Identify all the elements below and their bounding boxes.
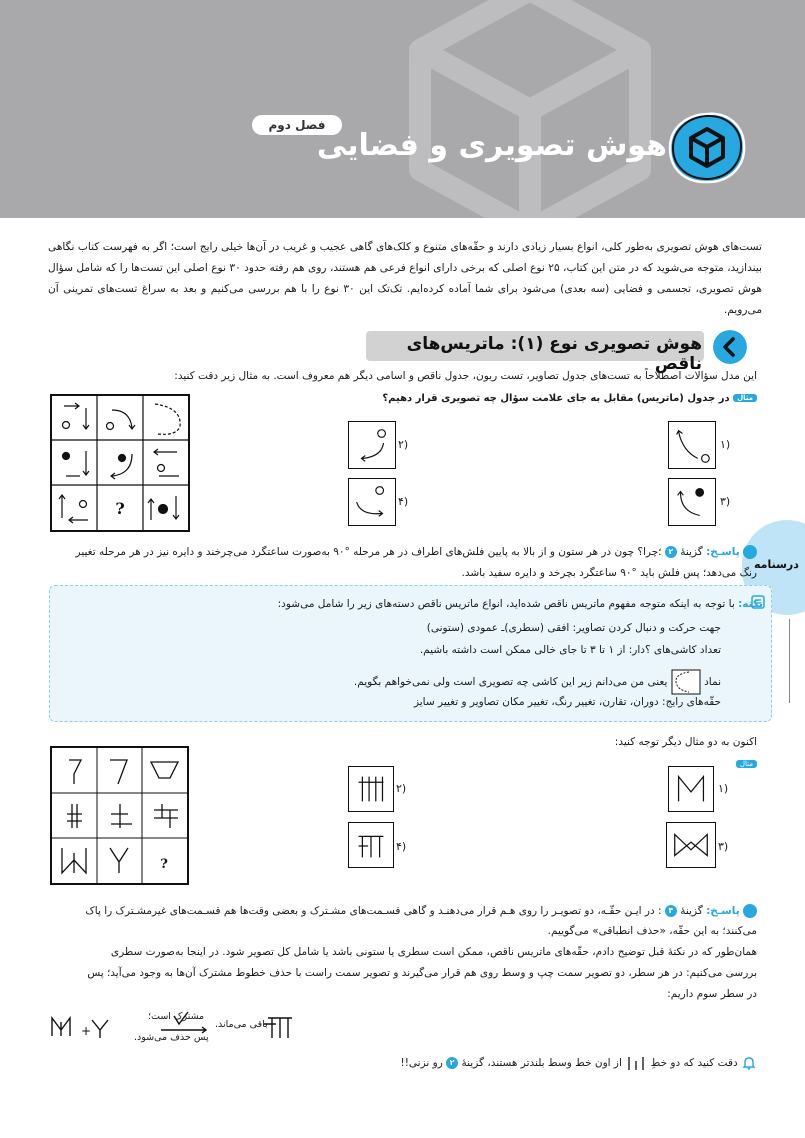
option-2-image[interactable] bbox=[348, 421, 396, 469]
answer2-number: ۴ bbox=[665, 905, 677, 917]
answer1-text-a: گزینهٔ bbox=[680, 546, 703, 558]
answer1-label: پاسـخ: bbox=[706, 546, 740, 558]
option2-2-image[interactable] bbox=[348, 766, 394, 812]
answer2-text-a: گزینهٔ bbox=[680, 905, 703, 917]
note-brace bbox=[780, 619, 790, 703]
note-item-3 bbox=[354, 669, 721, 695]
bell-icon bbox=[741, 1055, 757, 1071]
matrix-grid-1 bbox=[50, 394, 190, 532]
example1-question-text: در جدول (ماتریس) مقابل به جای علامت سؤال چه تصویری قرار دهیم؟ bbox=[382, 393, 730, 404]
check-icon bbox=[743, 904, 757, 918]
example1-question bbox=[382, 393, 757, 404]
chevron-left-icon bbox=[713, 330, 747, 364]
footer-tip-b: از اون خط وسط بلندتر هستند، گزینهٔ bbox=[461, 1057, 622, 1069]
note-intro-text: با توجه به اینکه متوجه مفهوم ماتریس ناقص شده‌اید، انواع ماتریس ناقص دسته‌های زیر را شامل می‌شود: bbox=[277, 598, 735, 610]
example2-tag-line bbox=[736, 758, 757, 770]
answer1-line1 bbox=[76, 545, 757, 559]
formula-remains: باقی می‌ماند. bbox=[215, 1019, 268, 1030]
section-intro: این مدل سؤالات اصطلاحاً به تست‌های جدول تصاویر، تست ریون، جدول ناقص و اسامی دیگر هم معروف است. به مثال زیر دقت کنید: bbox=[174, 370, 757, 382]
answer1-text-b: ؛چرا؟ چون در هر ستون و از بالا به پایین فلش‌های اطراف در هر مرحله °۹۰ به‌صورت ساعتگرد می‌چرخند و دایره نیز در هر مرحله تغییر bbox=[75, 546, 662, 558]
example2-intro: اکنون به دو مثال دیگر توجه کنید: bbox=[614, 736, 757, 748]
option2-1-label[interactable]: ۱) bbox=[718, 782, 729, 795]
answer2-label: پاسـخ: bbox=[706, 905, 740, 917]
answer2-line1 bbox=[85, 904, 757, 918]
note-item-3-text: یعنی من می‌دانم زیر این کاشی چه تصویری است ولی نمی‌خواهم بگویم. bbox=[353, 676, 668, 688]
formula-common: مشترک است؛ bbox=[148, 1011, 205, 1022]
option2-3-label[interactable]: ۳) bbox=[718, 840, 729, 853]
matrix-grid-2 bbox=[50, 746, 189, 885]
two-lines-icon bbox=[625, 1055, 647, 1071]
footer-number: ۲ bbox=[446, 1057, 458, 1069]
grid2-question-mark: ? bbox=[160, 857, 168, 872]
option-1-image[interactable] bbox=[668, 421, 716, 469]
option2-3-image[interactable] bbox=[666, 822, 716, 868]
note-item-1: جهت حرکت و دنبال کردن تصاویر: افقی (سطری)ـ عمودی (ستونی) bbox=[426, 622, 721, 634]
note-label: نکته: bbox=[738, 598, 763, 610]
note-item-4: حقّه‌های رایج: دوران، تقارن، تغییر رنگ، تغییر مکان تصاویر و تغییر سایز bbox=[413, 696, 721, 708]
answer1-line2: رنگ می‌دهد؛ پس فلش باید °۹۰ ساعتگرد بچرخد و دایره سفید باشد. bbox=[461, 567, 757, 579]
footer-tip-a: دقت کنید که دو خطِ bbox=[650, 1057, 738, 1069]
answer2-para-2: بررسی می‌کنیم: در هر سطر، دو تصویر سمت چپ و وسط روی هم قرار می‌گیرند و تصویر سمت راست با حذف خطوط مشترک آن‌ها به وجود می‌آید؛ پس bbox=[87, 967, 757, 979]
option2-1-image[interactable] bbox=[668, 766, 714, 812]
example-tag: مثال bbox=[733, 394, 757, 402]
answer1-number: ۲ bbox=[665, 546, 677, 558]
note-icon bbox=[751, 595, 765, 609]
option-3-label[interactable]: ۳) bbox=[720, 495, 731, 508]
option2-4-image[interactable] bbox=[348, 822, 394, 868]
option-2-label[interactable]: ۲) bbox=[398, 438, 409, 451]
option2-2-label[interactable]: ۲) bbox=[396, 782, 407, 795]
note-box bbox=[49, 585, 772, 722]
side-tab-label: درسنامه bbox=[754, 558, 799, 571]
footer-tip bbox=[400, 1055, 757, 1071]
answer2-line2: می‌کنند؛ به این حقّه، «حذف انطباقی» می‌گوییم. bbox=[547, 925, 757, 937]
note-symbol-label: نماد bbox=[704, 676, 721, 688]
answer2-para-1: همان‌طور که در نکتهٔ قبل توضیح دادم، حقّه‌های ماتریس ناقص، ممکن است سطری یا ستونی باشد یا شامل کل تصویر شود. در اینجا به‌صورت سطری bbox=[110, 946, 757, 958]
note-item-2: تعداد کاشی‌های ؟دار: از ۱ تا ۳ تا جای خالی ممکن است داشته باشیم. bbox=[419, 644, 721, 656]
note-intro bbox=[278, 598, 763, 610]
formula-plus: + bbox=[81, 1024, 92, 1038]
footer-tip-c: رو نزنی!! bbox=[400, 1057, 443, 1069]
intro-paragraph: تست‌های هوش تصویری به‌طور کلی، انواع بسیار زیادی دارند و حقّه‌های متنوع و کلک‌های گاهی عجیب و غریب در آن‌ها خیلی رایج است؛ اگر به فهرست کتاب نگاهی بیندازید، متوجه می‌شوید که در متن این کتاب، ۲۵ نوع اصلی که برخی دارای انواع فرعی هم هستند، روی هم رفته حدود ۳۰ نوع اصلی این تست‌ها را که شامل سؤال هوش تصویری، تجسمی و فضایی (سه بعدی) می‌شود برای شما آماده کرده‌ایم. تک‌تک این ۳۰ نوع را با هم بررسی می‌کنیم و بعد به سراغ تست‌های تمرینی آن می‌رویم. bbox=[48, 241, 762, 316]
chapter-badge: فصل دوم bbox=[252, 115, 342, 135]
option2-4-label[interactable]: ۴) bbox=[396, 840, 407, 853]
answer2-para-3: در سطر سوم داریم: bbox=[667, 988, 757, 1000]
check-icon bbox=[743, 545, 757, 559]
option-4-image[interactable] bbox=[348, 478, 396, 526]
answer2-text-b: : در ایـن حقّـه، دو تصویـر را روی هـم قرار می‌دهنـد و گاهی قسـمت‌های مشـترک و بعضی وقت‌ها هم قسـمت‌های غیرمشـترک را پاک bbox=[85, 905, 662, 917]
section-title: هوش تصویری نوع (۱): ماتریس‌های ناقص bbox=[406, 334, 702, 374]
cube-icon bbox=[668, 112, 746, 184]
option-4-label[interactable]: ۴) bbox=[398, 495, 409, 508]
cube-watermark-icon bbox=[380, 0, 680, 218]
blank-tile-icon bbox=[671, 669, 701, 695]
formula-removed: پس حذف می‌شود. bbox=[134, 1032, 209, 1043]
chapter-header bbox=[0, 0, 805, 218]
option-1-label[interactable]: ۱) bbox=[720, 438, 731, 451]
page-title: هوش تصویری و فضایی bbox=[316, 128, 667, 163]
option-3-image[interactable] bbox=[668, 478, 716, 526]
example2-tag: مثال bbox=[736, 760, 757, 768]
grid1-question-mark: ? bbox=[115, 499, 125, 518]
